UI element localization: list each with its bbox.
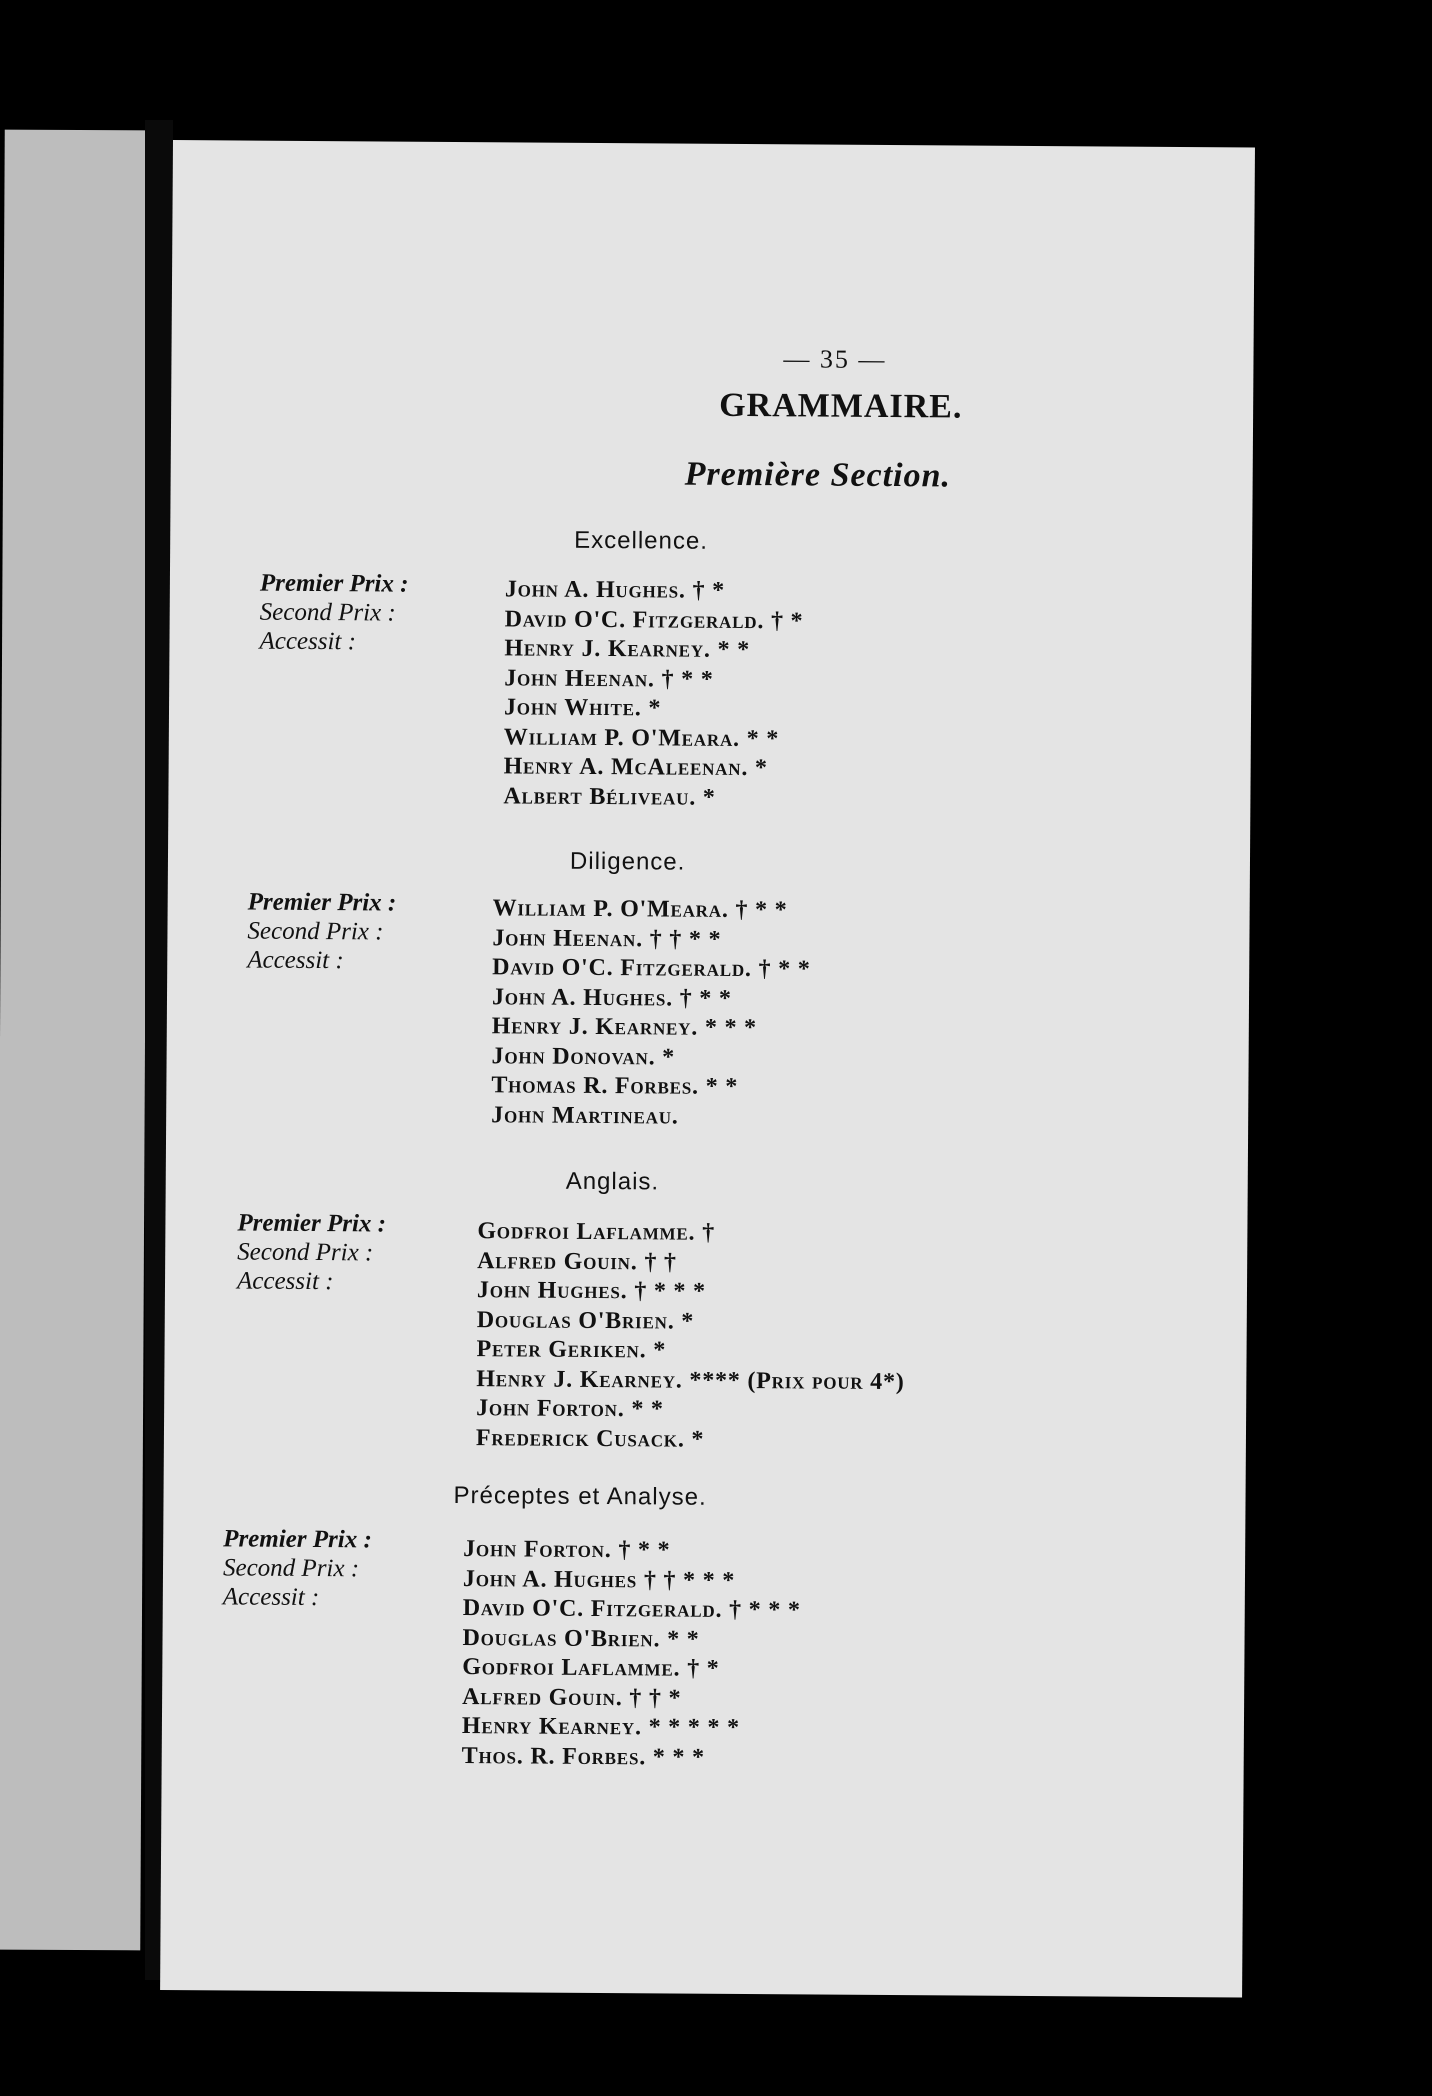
list-item: Henry J. Kearney. * * * — [491, 1013, 757, 1042]
names-list-excellence — [503, 575, 803, 813]
list-item: David O'C. Fitzgerald. † * * * — [462, 1595, 801, 1624]
prize-label-premier: Premier Prix : — [223, 1525, 372, 1554]
list-item: John White. * — [503, 694, 662, 722]
prize-label-second: Second Prix : — [222, 1554, 360, 1583]
prize-label-second: Second Prix : — [237, 1238, 374, 1267]
list-item: John A. Hughes. † * * — [491, 983, 732, 1012]
prize-labels-excellence — [259, 569, 408, 657]
list-item: Henry J. Kearney. * * — [504, 635, 751, 664]
list-item: John Hughes. † * * * — [476, 1277, 706, 1305]
adjacent-page-edge — [0, 130, 150, 1951]
names-list-diligence — [491, 894, 811, 1132]
page-number: — 35 — — [783, 344, 887, 374]
list-item: John Heenan. † † * * — [492, 924, 722, 953]
list-item: William P. O'Meara. † * * — [492, 895, 788, 924]
book-page — [160, 140, 1255, 1998]
list-item: Frederick Cusack. * — [475, 1424, 705, 1453]
list-item: Peter Geriken. * — [476, 1336, 667, 1364]
list-item: Godfroi Laflamme. † — [477, 1218, 716, 1246]
list-item: John Donovan. * — [491, 1042, 676, 1071]
names-list-anglais — [476, 1217, 906, 1456]
list-item: John Forton. † * * — [463, 1536, 671, 1564]
prize-label-accessit: Accessit : — [236, 1267, 334, 1296]
list-item: Thos. R. Forbes. * * * — [461, 1742, 705, 1771]
prize-label-second: Second Prix : — [259, 598, 396, 627]
list-item: Thomas R. Forbes. * * — [491, 1072, 739, 1100]
prize-label-accessit: Accessit : — [222, 1583, 320, 1612]
list-item: Henry Kearney. * * * * * — [461, 1713, 740, 1741]
list-item: Henry A. McAleenan. * — [503, 753, 768, 782]
section-heading-preceptes: Préceptes et Analyse. — [453, 1481, 707, 1511]
prize-label-premier: Premier Prix : — [247, 888, 397, 917]
list-item: Douglas O'Brien. * * — [462, 1624, 700, 1653]
prize-label-second: Second Prix : — [247, 917, 384, 946]
prize-labels-anglais — [237, 1208, 386, 1296]
list-item: William P. O'Meara. * * — [503, 723, 780, 752]
list-item: Henry J. Kearney. **** (Prix pour 4*) — [476, 1365, 905, 1395]
list-item: Douglas O'Brien. * — [476, 1306, 695, 1335]
list-item: David O'C. Fitzgerald. † * — [504, 605, 804, 634]
prize-label-premier: Premier Prix : — [259, 569, 409, 598]
page-title: GRAMMAIRE. — [719, 386, 963, 426]
list-item: John Martineau. — [491, 1101, 679, 1130]
list-item: John Heenan. † * * — [504, 664, 714, 693]
section-subtitle: Première Section. — [684, 455, 952, 495]
prize-label-accessit: Accessit : — [247, 946, 344, 975]
list-item: Godfroi Laflamme. † * — [462, 1654, 720, 1682]
prize-label-premier: Premier Prix : — [237, 1209, 387, 1238]
section-heading-anglais: Anglais. — [565, 1167, 660, 1196]
prize-labels-preceptes — [223, 1524, 372, 1612]
list-item: Alfred Gouin. † † * — [462, 1683, 682, 1712]
list-item: Albert Béliveau. * — [503, 782, 716, 811]
list-item: David O'C. Fitzgerald. † * * — [492, 954, 811, 983]
list-item: John Forton. * * — [476, 1395, 664, 1423]
list-item: John A. Hughes † † * * * — [462, 1565, 736, 1594]
prize-labels-diligence — [247, 888, 396, 976]
list-item: Alfred Gouin. † † — [477, 1247, 677, 1276]
section-heading-excellence: Excellence. — [574, 526, 709, 555]
prize-label-accessit: Accessit : — [259, 627, 357, 656]
names-list-preceptes — [462, 1535, 802, 1773]
list-item: John A. Hughes. † * — [504, 576, 726, 604]
section-heading-diligence: Diligence. — [569, 847, 686, 876]
